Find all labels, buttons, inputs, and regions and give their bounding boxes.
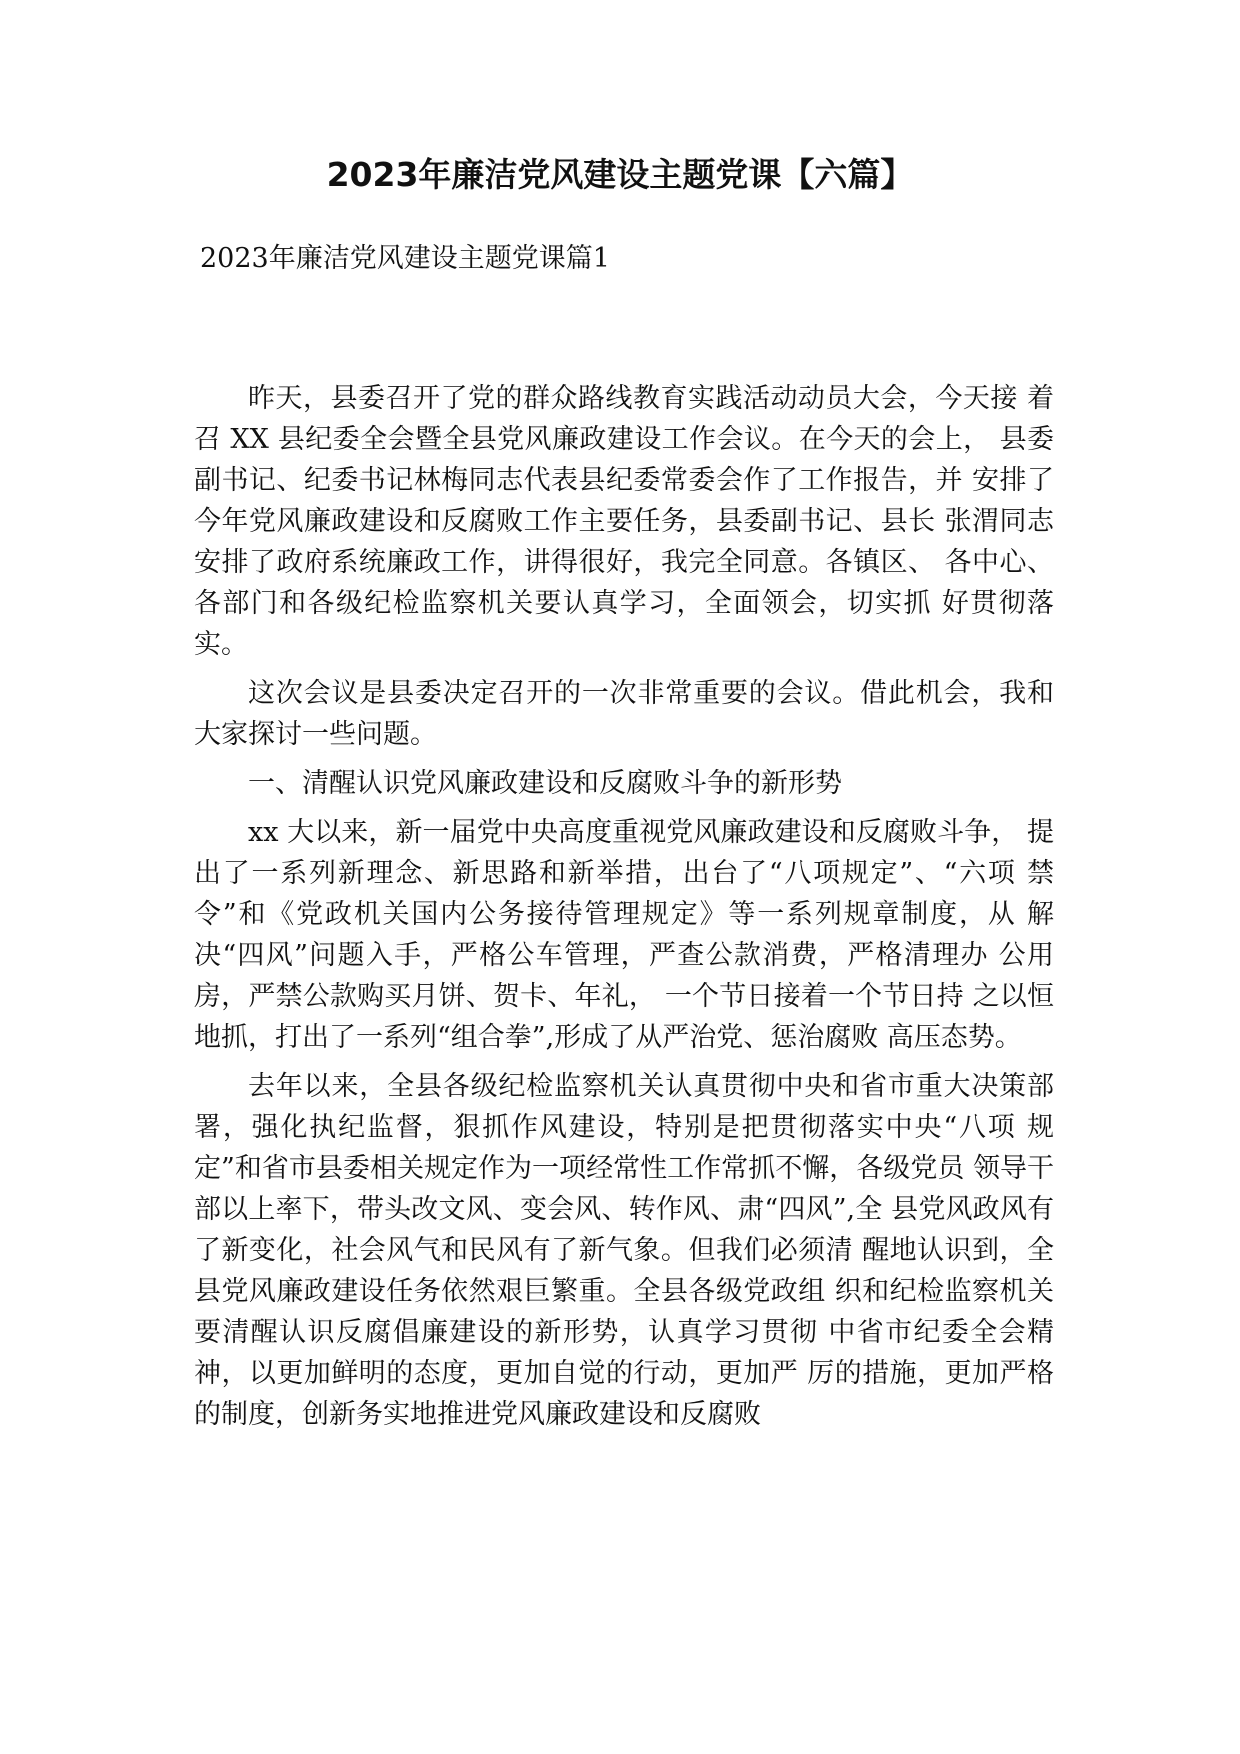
subsection-heading: 一、清醒认识党风廉政建设和反腐败斗争的新形势 [248, 768, 842, 799]
document-title: 2023年廉洁党风建设主题党课【六篇】 [326, 155, 914, 194]
paragraph: 昨天，县委召开了党的群众路线教育实践活动动员大会，今天接 着召 XX 县纪委全会暨全县党风廉政建设工作会议。在今天的会上， 县委副书记、纪委书记林梅同志代表县纪委常委会作了工作报告，并 安排了今年党风廉政建设和反腐败工作主要任务，县委副书记、县长 张渭同志安排了政府系统廉政工作，讲得很好，我完全同意。各镇区、 各中心、各部门和各级纪检监察机关要认真学习，全面领会，切实抓 好贯彻落实。 [194, 383, 1054, 660]
document-body [194, 378, 1054, 1443]
paragraph: 去年以来，全县各级纪检监察机关认真贯彻中央和省市重大决策部署，强化执纪监督，狠抓作风建设，特别是把贯彻落实中央“八项 规定”和省市县委相关规定作为一项经常性工作常抓不懈，各级党员 领导干部以上率下，带头改文风、变会风、转作风、肃“四风”,全 县党风政风有了新变化，社会风气和民风有了新气象。但我们必须清 醒地认识到，全县党风廉政建设任务依然艰巨繁重。全县各级党政组 织和纪检监察机关要清醒认识反腐倡廉建设的新形势，认真学习贯彻 中省市纪委全会精神，以更加鲜明的态度，更加自觉的行动，更加严 厉的措施，更加严格的制度，创新务实地推进党风廉政建设和反腐败 [194, 1071, 1054, 1430]
section-heading: 2023年廉洁党风建设主题党课篇1 [200, 243, 610, 274]
paragraph: 这次会议是县委决定召开的一次非常重要的会议。借此机会，我和大家探讨一些问题。 [194, 678, 1054, 750]
paragraph: xx 大以来，新一届党中央高度重视党风廉政建设和反腐败斗争， 提出了一系列新理念、新思路和新举措，出台了“八项规定”、“六项 禁令”和《党政机关国内公务接待管理规定》等一系列规章制度，从 解决“四风”问题入手，严格公车管理，严查公款消费，严格清理办 公用房，严禁公款购买月饼、贺卡、年礼， 一个节日接着一个节日持 之以恒地抓，打出了一系列“组合拳”,形成了从严治党、惩治腐败 高压态势。 [194, 817, 1054, 1053]
